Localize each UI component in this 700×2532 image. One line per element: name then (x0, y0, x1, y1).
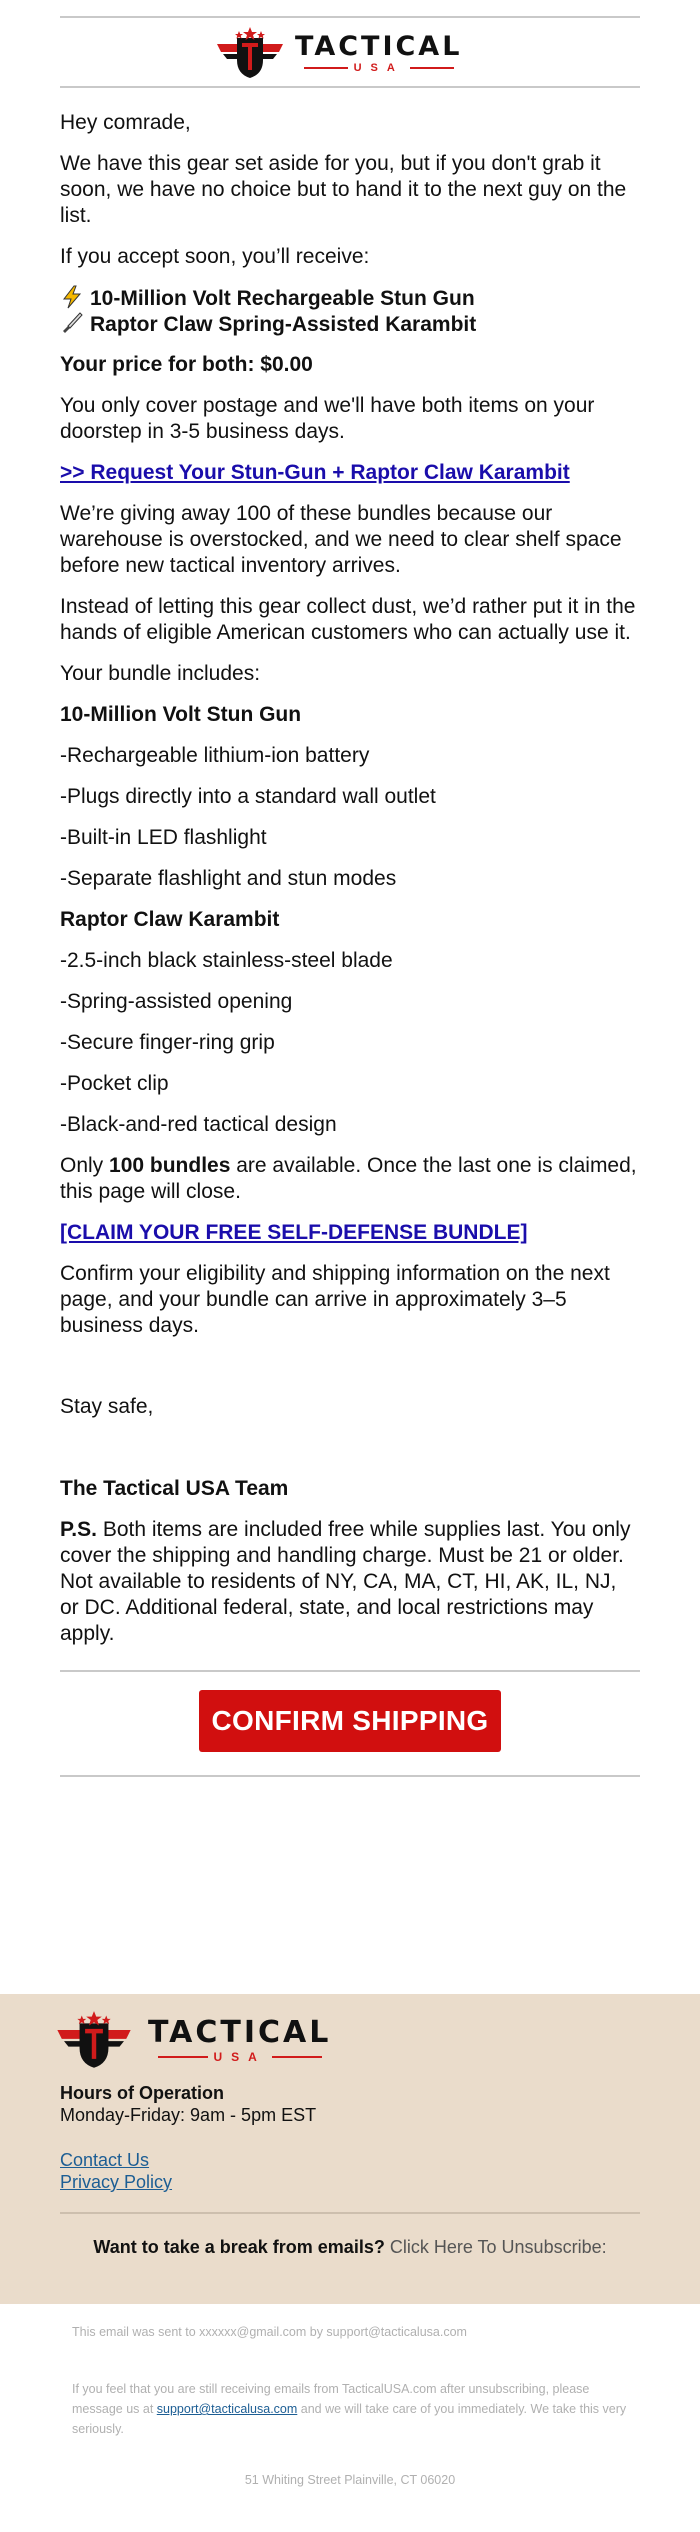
cta-divider-bottom (60, 1775, 640, 1777)
claim-bundle-link[interactable]: [CLAIM YOUR FREE SELF-DEFENSE BUNDLE] (60, 1221, 528, 1244)
footer-brand-wordmark (148, 2014, 332, 2064)
unsubscribe-link[interactable]: Click Here To Unsubscribe: (389, 2237, 607, 2257)
header-divider (60, 86, 640, 88)
greeting: Hey comrade, (60, 111, 191, 134)
karambit-feature: -Spring-assisted opening (60, 990, 293, 1013)
karambit-feature: -Secure finger-ring grip (60, 1031, 275, 1054)
price-line: Your price for both: $0.00 (60, 353, 313, 376)
intro-paragraph: We have this gear set aside for you, but if you don't grab it soon, we have no choice but to hand it to the next guy on the list. (60, 152, 627, 227)
contact-row (60, 2149, 149, 2171)
request-bundle-link[interactable]: >> Request Your Stun-Gun + Raptor Claw Karambit (60, 461, 570, 484)
receive-heading: If you accept soon, you’ll receive: (60, 245, 370, 268)
postage-paragraph: You only cover postage and we'll have both items on your doorstep in 3-5 business days. (60, 394, 595, 443)
hours-title: Hours of Operation (60, 2083, 225, 2103)
cta-divider-top (60, 1670, 640, 1672)
availability-prefix: Only (60, 1154, 110, 1177)
unsubscribe-note-start: If you feel that you are still receiving emails from TacticalUSA.com after unsubscribing, please message us at (72, 2382, 590, 2416)
brand-wordmark (295, 30, 463, 74)
request-link-row (60, 460, 640, 486)
unsubscribe-note-end: and we will take care of you immediately. We take this very seriously. (72, 2402, 627, 2436)
privacy-row (60, 2171, 172, 2193)
footer-brand-logo[interactable] (50, 2010, 331, 2070)
ps-text: Both items are included free while supplies last. You only cover the shipping and handling charge. Must be 21 or older. Not available to residents of NY, CA, MA, CT, HI, AK, IL, NJ, or DC. Additional federal, state, and local restrictions may apply. (60, 1518, 631, 1645)
unsubscribe-prompt: Want to take a break from emails? (93, 2237, 385, 2257)
footer-brand-word: TACTICAL (148, 2014, 332, 2050)
brand-sub: USA (353, 61, 404, 74)
footer-brand-bar-right (272, 2056, 322, 2058)
item-stun-gun-label: 10-Million Volt Rechargeable Stun Gun (90, 287, 475, 310)
karambit-feature: -2.5-inch black stainless-steel blade (60, 949, 393, 972)
top-divider (60, 16, 640, 18)
footer-divider (60, 2212, 640, 2214)
item-karambit (60, 311, 640, 338)
footer (0, 1994, 700, 2304)
tactical-emblem-icon (215, 26, 285, 80)
footer-brand-bar-left (158, 2056, 208, 2058)
ps-label: P.S. (60, 1518, 97, 1541)
stun-feature: -Rechargeable lithium-ion battery (60, 744, 370, 767)
karambit-feature: -Pocket clip (60, 1072, 169, 1095)
stun-title: 10-Million Volt Stun Gun (60, 703, 302, 726)
footer-brand-sub: USA (213, 2049, 266, 2064)
sent-to-text: This email was sent to xxxxxx@gmail.com by support@tacticalusa.com (72, 2325, 467, 2339)
postscript (60, 1517, 640, 1647)
signoff: Stay safe, (60, 1395, 154, 1418)
tactical-emblem-icon (50, 2010, 138, 2070)
privacy-policy-link[interactable]: Privacy Policy (60, 2172, 173, 2192)
confirm-paragraph: Confirm your eligibility and shipping information on the next page, and your bundle can arrive in approximately 3–5 business days. (60, 1262, 610, 1337)
unsubscribe-note (72, 2379, 628, 2439)
stun-feature: -Built-in LED flashlight (60, 826, 267, 849)
brand-word: TACTICAL (295, 30, 463, 62)
claim-link-row (60, 1220, 640, 1246)
instead-paragraph: Instead of letting this gear collect dust, we’d rather put it in the hands of eligible American customers who can actually use it. (60, 595, 636, 644)
karambit-title: Raptor Claw Karambit (60, 908, 280, 931)
giveaway-paragraph: We’re giving away 100 of these bundles because our warehouse is overstocked, and we need to clear shelf space before new tactical inventory arrives. (60, 502, 622, 577)
availability-count: 100 bundles (109, 1154, 231, 1177)
stun-feature: -Plugs directly into a standard wall outlet (60, 785, 436, 808)
hours-text: Monday-Friday: 9am - 5pm EST (60, 2105, 317, 2125)
bundle-heading: Your bundle includes: (60, 662, 261, 685)
karambit-feature: -Black-and-red tactical design (60, 1113, 337, 1136)
stun-feature: -Separate flashlight and stun modes (60, 867, 397, 890)
unsubscribe-row (0, 2236, 700, 2258)
confirm-shipping-button[interactable]: CONFIRM SHIPPING (199, 1690, 501, 1752)
brand-bar-left (304, 67, 348, 69)
team-signature: The Tactical USA Team (60, 1477, 289, 1500)
lightning-icon (60, 285, 84, 309)
brand-logo[interactable] (215, 26, 462, 80)
support-email-link[interactable]: support@tacticalusa.com (156, 2402, 298, 2416)
brand-bar-right (410, 67, 454, 69)
availability-suffix: are available. Once the last one is claimed, this page will close. (60, 1154, 637, 1203)
item-karambit-label: Raptor Claw Spring-Assisted Karambit (90, 313, 477, 336)
availability-paragraph (60, 1153, 640, 1205)
knife-icon (60, 311, 84, 335)
postal-address: 51 Whiting Street Plainville, CT 06020 (244, 2473, 456, 2487)
item-stun-gun (60, 285, 640, 312)
contact-us-link[interactable]: Contact Us (60, 2150, 150, 2170)
